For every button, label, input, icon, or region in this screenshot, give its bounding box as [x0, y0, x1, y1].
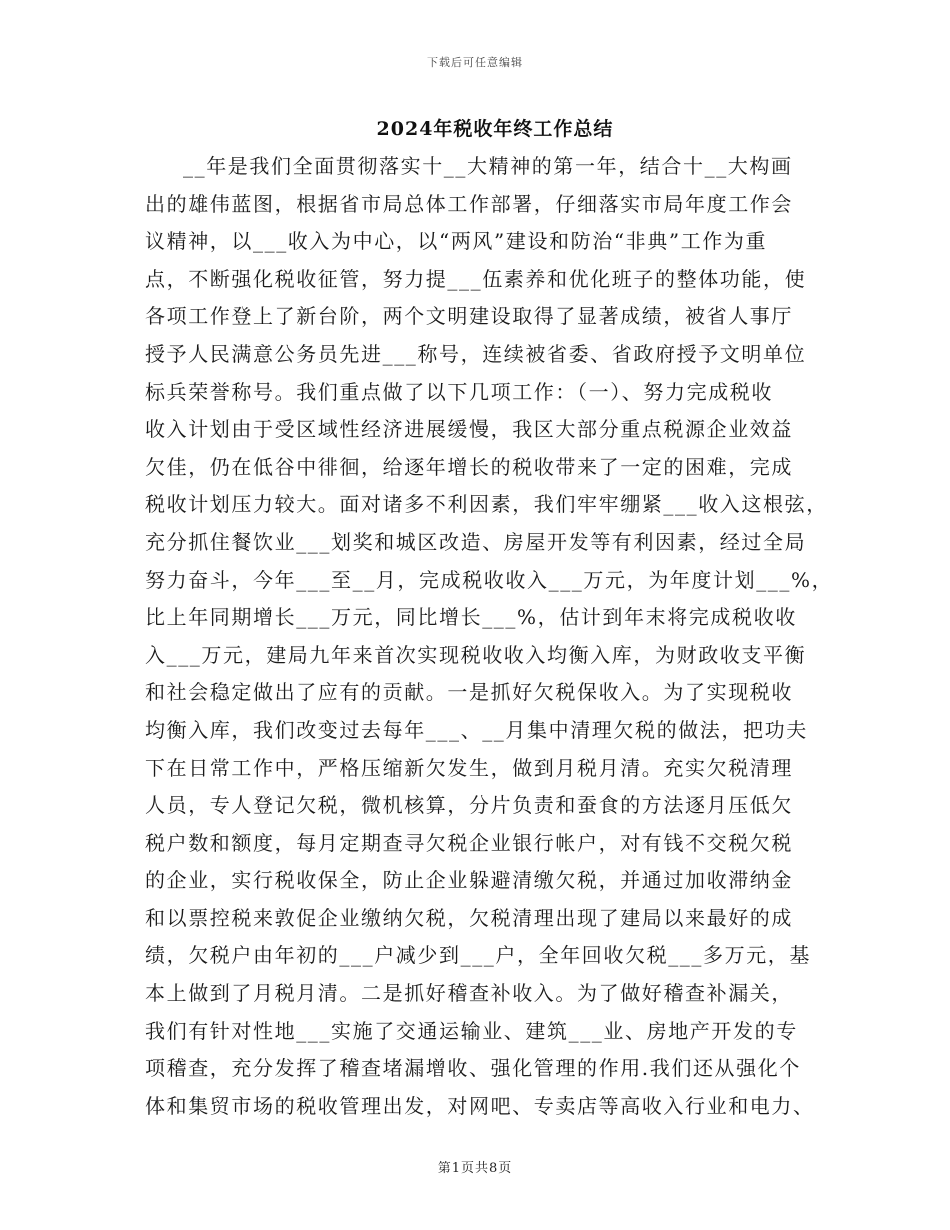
body-line: 我们有针对性地___实施了交通运输业、建筑___业、房地产开发的专 — [145, 1018, 798, 1043]
body-line: 和以票控税来敦促企业缴纳欠税，欠税清理出现了建局以来最好的成 — [145, 905, 793, 930]
document-body — [145, 148, 834, 1125]
body-line: 人员，专人登记欠税，微机核算，分片负责和蚕食的方法逐月压低欠 — [145, 793, 793, 818]
download-note: 下载后可任意编辑 — [427, 56, 523, 69]
body-line: 收入计划由于受区域性经济进展缓慢，我区大部分重点税源企业效益 — [145, 417, 793, 442]
body-line: 比上年同期增长___万元，同比增长___%，估计到年末将完成税收收 — [145, 605, 797, 630]
body-line: 议精神，以___收入为中心，以“两风”建设和防治“非典”工作为重 — [145, 229, 768, 254]
body-line: 和社会稳定做出了应有的贡献。一是抓好欠税保收入。为了实现税收 — [145, 680, 793, 705]
body-line: 标兵荣誉称号。我们重点做了以下几项工作：（一）、努力完成税收 — [145, 379, 773, 404]
body-line: 本上做到了月税月清。二是抓好稽查补收入。为了做好稽查补漏关， — [145, 981, 793, 1006]
body-line: 欠佳，仍在低谷中徘徊，给逐年增长的税收带来了一定的困难，完成 — [145, 454, 793, 479]
document-title: 2024年税收年终工作总结 — [376, 118, 614, 140]
body-line: 的企业，实行税收保全，防止企业躲避清缴欠税，并通过加收滞纳金 — [145, 868, 793, 893]
body-line: 各项工作登上了新台阶，两个文明建设取得了显著成绩，被省人事厅 — [145, 304, 793, 329]
body-line: 下在日常工作中，严格压缩新欠发生，做到月税月清。充实欠税清理 — [145, 755, 793, 780]
body-line: 税户数和额度，每月定期查寻欠税企业银行帐户，对有钱不交税欠税 — [145, 830, 793, 855]
body-line: 努力奋斗，今年___至__月，完成税收收入___万元，为年度计划___%， — [145, 567, 834, 592]
body-line: 充分抓住餐饮业___划奖和城区改造、房屋开发等有利因素，经过全局 — [145, 529, 807, 554]
body-line: 入___万元，建局九年来首次实现税收收入均衡入库，为财政收支平衡 — [145, 642, 807, 667]
body-line: __年是我们全面贯彻落实十__大精神的第一年，结合十__大构画 — [183, 154, 793, 178]
body-line: 项稽查，充分发挥了稽查堵漏增收、强化管理的作用.我们还从强化个 — [145, 1056, 801, 1081]
body-line: 绩，欠税户由年初的___户减少到___户，全年回收欠税___多万元，基 — [145, 943, 811, 968]
body-line: 均衡入库，我们改变过去每年___、__月集中清理欠税的做法，把功夫 — [145, 717, 808, 742]
body-line: 出的雄伟蓝图，根据省市局总体工作部署，仔细落实市局年度工作会 — [145, 191, 793, 216]
body-line: 税收计划压力较大。面对诸多不利因素，我们牢牢绷紧___收入这根弦， — [145, 492, 828, 517]
page-indicator: 第1页共8页 — [437, 1161, 513, 1176]
body-line: 点，不断强化税收征管，努力提___伍素养和优化班子的整体功能，使 — [145, 266, 807, 291]
body-line: 授予人民满意公务员先进___称号，连续被省委、省政府授予文明单位 — [145, 341, 807, 366]
body-line: 体和集贸市场的税收管理出发，对网吧、专卖店等高收入行业和电力、 — [145, 1093, 815, 1118]
